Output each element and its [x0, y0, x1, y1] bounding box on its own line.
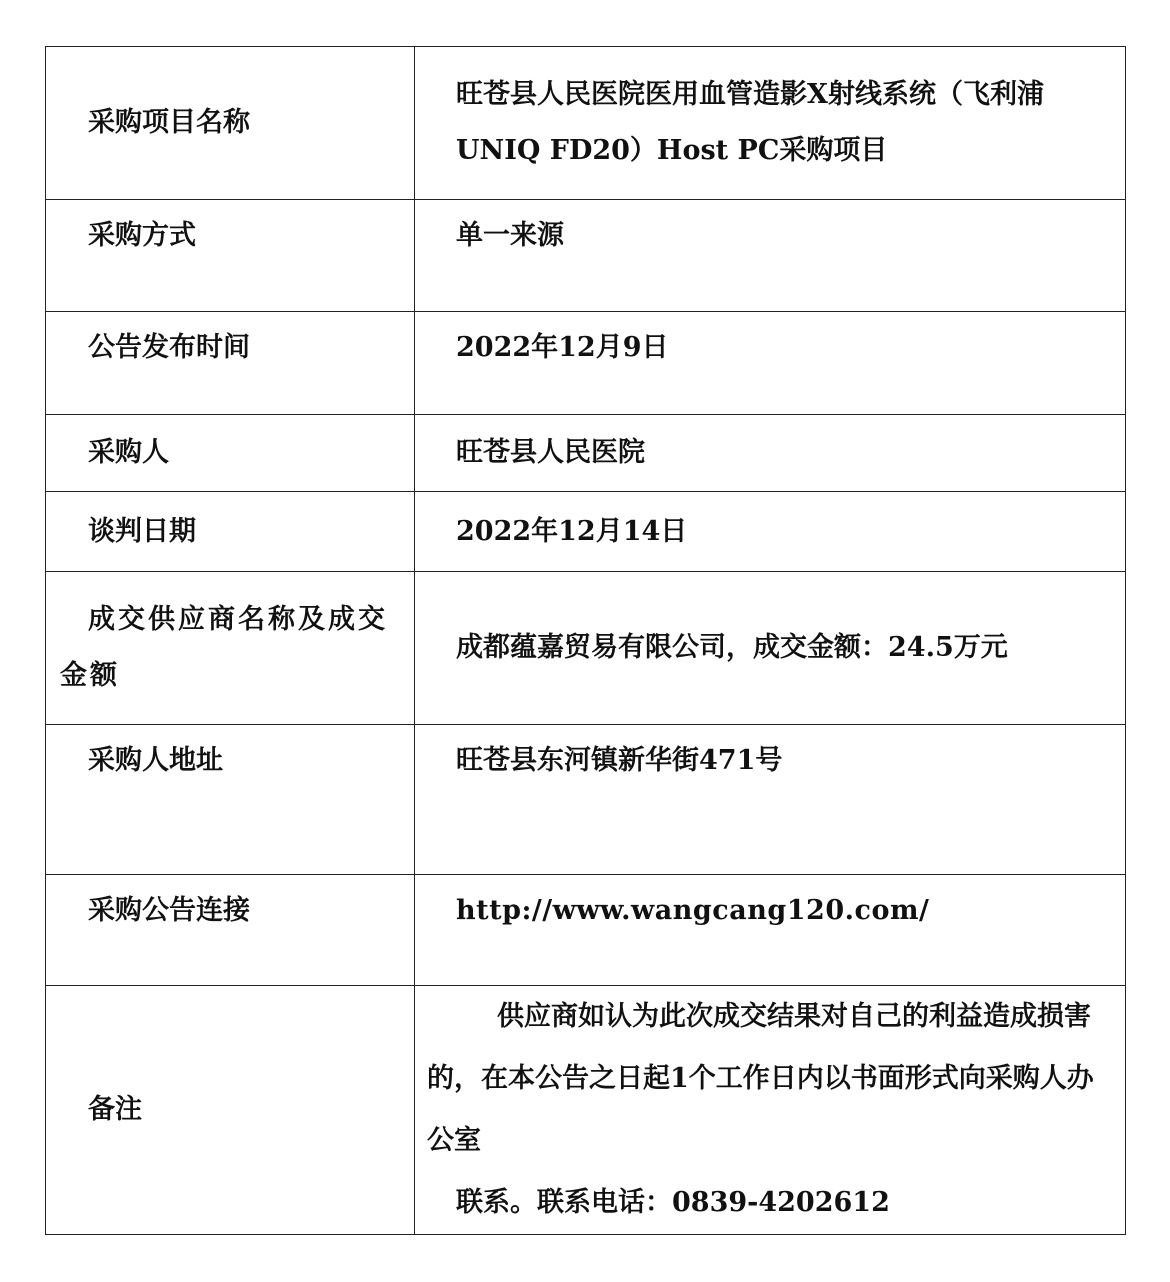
table-row: [46, 725, 1126, 875]
procurement-notice-table: [45, 46, 1126, 1235]
table-row: [46, 986, 1126, 1235]
supplier-amount-value: 成都蕴嘉贸易有限公司，成交金额：24.5万元: [415, 572, 1126, 725]
publish-time-label: 公告发布时间: [46, 312, 415, 415]
remarks-contact: 联系。联系电话：0839-4202612: [456, 1187, 890, 1218]
table-row: [46, 875, 1126, 986]
remarks-text: 供应商如认为此次成交结果对自己的利益造成损害的，在本公告之日起1个工作日内以书面形式向采购人办公室: [427, 1001, 1094, 1156]
notice-link-label: 采购公告连接: [46, 875, 415, 986]
publish-time-value: 2022年12月9日: [415, 312, 1126, 415]
procurement-method-label: 采购方式: [46, 200, 415, 312]
table-row: [46, 415, 1126, 492]
table-row: [46, 200, 1126, 312]
purchaser-address-value: 旺苍县东河镇新华街471号: [415, 725, 1126, 875]
notice-link-value[interactable]: http://www.wangcang120.com/: [415, 875, 1126, 986]
table-row: [46, 47, 1126, 200]
purchaser-label: 采购人: [46, 415, 415, 492]
table-row: [46, 572, 1126, 725]
table-row: [46, 492, 1126, 572]
remarks-label: 备注: [46, 986, 415, 1235]
purchaser-address-label: 采购人地址: [46, 725, 415, 875]
negotiation-date-value: 2022年12月14日: [415, 492, 1126, 572]
project-name-value: 旺苍县人民医院医用血管造影X射线系统（飞利浦UNIQ FD20）Host PC采购项目: [415, 47, 1126, 200]
table-row: [46, 312, 1126, 415]
purchaser-value: 旺苍县人民医院: [415, 415, 1126, 492]
remarks-value: [415, 986, 1126, 1235]
negotiation-date-label: 谈判日期: [46, 492, 415, 572]
supplier-amount-label: 成交供应商名称及成交金额: [46, 572, 415, 725]
project-name-label: 采购项目名称: [46, 47, 415, 200]
procurement-method-value: 单一来源: [415, 200, 1126, 312]
